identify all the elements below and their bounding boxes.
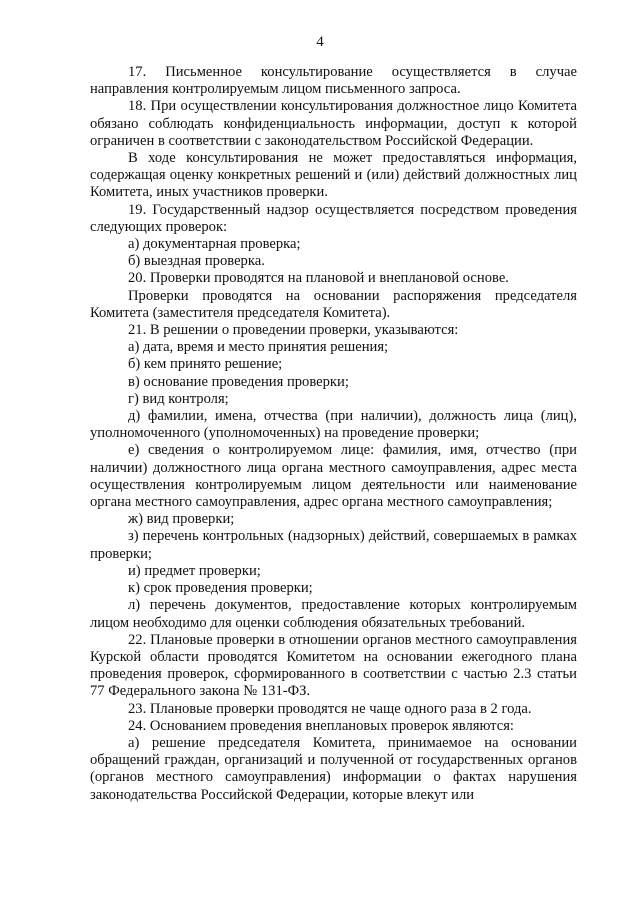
paragraph-18: 18. При осуществлении консультирования должностное лицо Комитета обязано соблюдать конфиденциальность информации, доступ к которой ограничен в соответствии с законодательством Российской Федерации.	[90, 98, 577, 149]
list-item-24a: а) решение председателя Комитета, принимаемое на основании обращений граждан, организаций и полученной от государственных органов (органов местного самоуправления) информации о фактах нарушения законодательства Российской Федерации, которые влекут или	[90, 734, 577, 803]
paragraph-20-cont: Проверки проводятся на основании распоряжения председателя Комитета (заместителя председателя Комитета).	[90, 287, 577, 321]
paragraph-21: 21. В решении о проведении проверки, указываются:	[128, 322, 459, 339]
paragraph-20: 20. Проверки проводятся на плановой и внеплановой основе.	[128, 270, 509, 287]
list-item-21h: з) перечень контрольных (надзорных) действий, совершаемых в рамках проверки;	[90, 528, 577, 562]
paragraph-17: 17. Письменное консультирование осуществляется в случае направления контролируемым лицом письменного запроса.	[90, 64, 577, 98]
document-body	[90, 64, 577, 804]
page-number: 4	[316, 34, 324, 50]
list-item-21a: а) дата, время и место принятия решения;	[128, 339, 389, 356]
list-item-21j: к) срок проведения проверки;	[128, 580, 313, 597]
list-item-19a: а) документарная проверка;	[128, 236, 301, 253]
list-item-21i: и) предмет проверки;	[128, 562, 261, 579]
list-item-21c: в) основание проведения проверки;	[128, 373, 349, 390]
paragraph-22: 22. Плановые проверки в отношении органов местного самоуправления Курской области проводятся Комитетом на основании ежегодного плана проведения проверок, сформированного в соответствии с частью 2.3 статьи 77 Федерального закона № 131-ФЗ.	[90, 631, 577, 700]
list-item-21b: б) кем принято решение;	[128, 356, 283, 373]
paragraph-19: 19. Государственный надзор осуществляется посредством проведения следующих проверок:	[90, 201, 577, 235]
paragraph-23: 23. Плановые проверки проводятся не чаще одного раза в 2 года.	[128, 700, 532, 717]
paragraph-18-cont: В ходе консультирования не может предоставляться информация, содержащая оценку конкретных решений и (или) действий должностных лиц Комитета, иных участников проверки.	[90, 150, 577, 201]
list-item-19b: б) выездная проверка.	[128, 253, 265, 270]
list-item-21d: г) вид контроля;	[128, 390, 229, 407]
paragraph-24: 24. Основанием проведения внеплановых проверок являются:	[128, 717, 514, 734]
list-item-21k: л) перечень документов, предоставление которых контролируемым лицом необходимо для оценки соблюдения обязательных требований.	[90, 597, 577, 631]
list-item-21g: ж) вид проверки;	[128, 511, 235, 528]
list-item-21e: д) фамилии, имена, отчества (при наличии), должность лица (лиц), уполномоченного (уполномоченных) на проведение проверки;	[90, 408, 577, 442]
list-item-21f: е) сведения о контролируемом лице: фамилия, имя, отчество (при наличии) должностного лица органа местного самоуправления, адрес места осуществления контролируемым лицом деятельности или наименование органа местного самоуправления, адрес органа местного самоуправления;	[90, 442, 577, 511]
